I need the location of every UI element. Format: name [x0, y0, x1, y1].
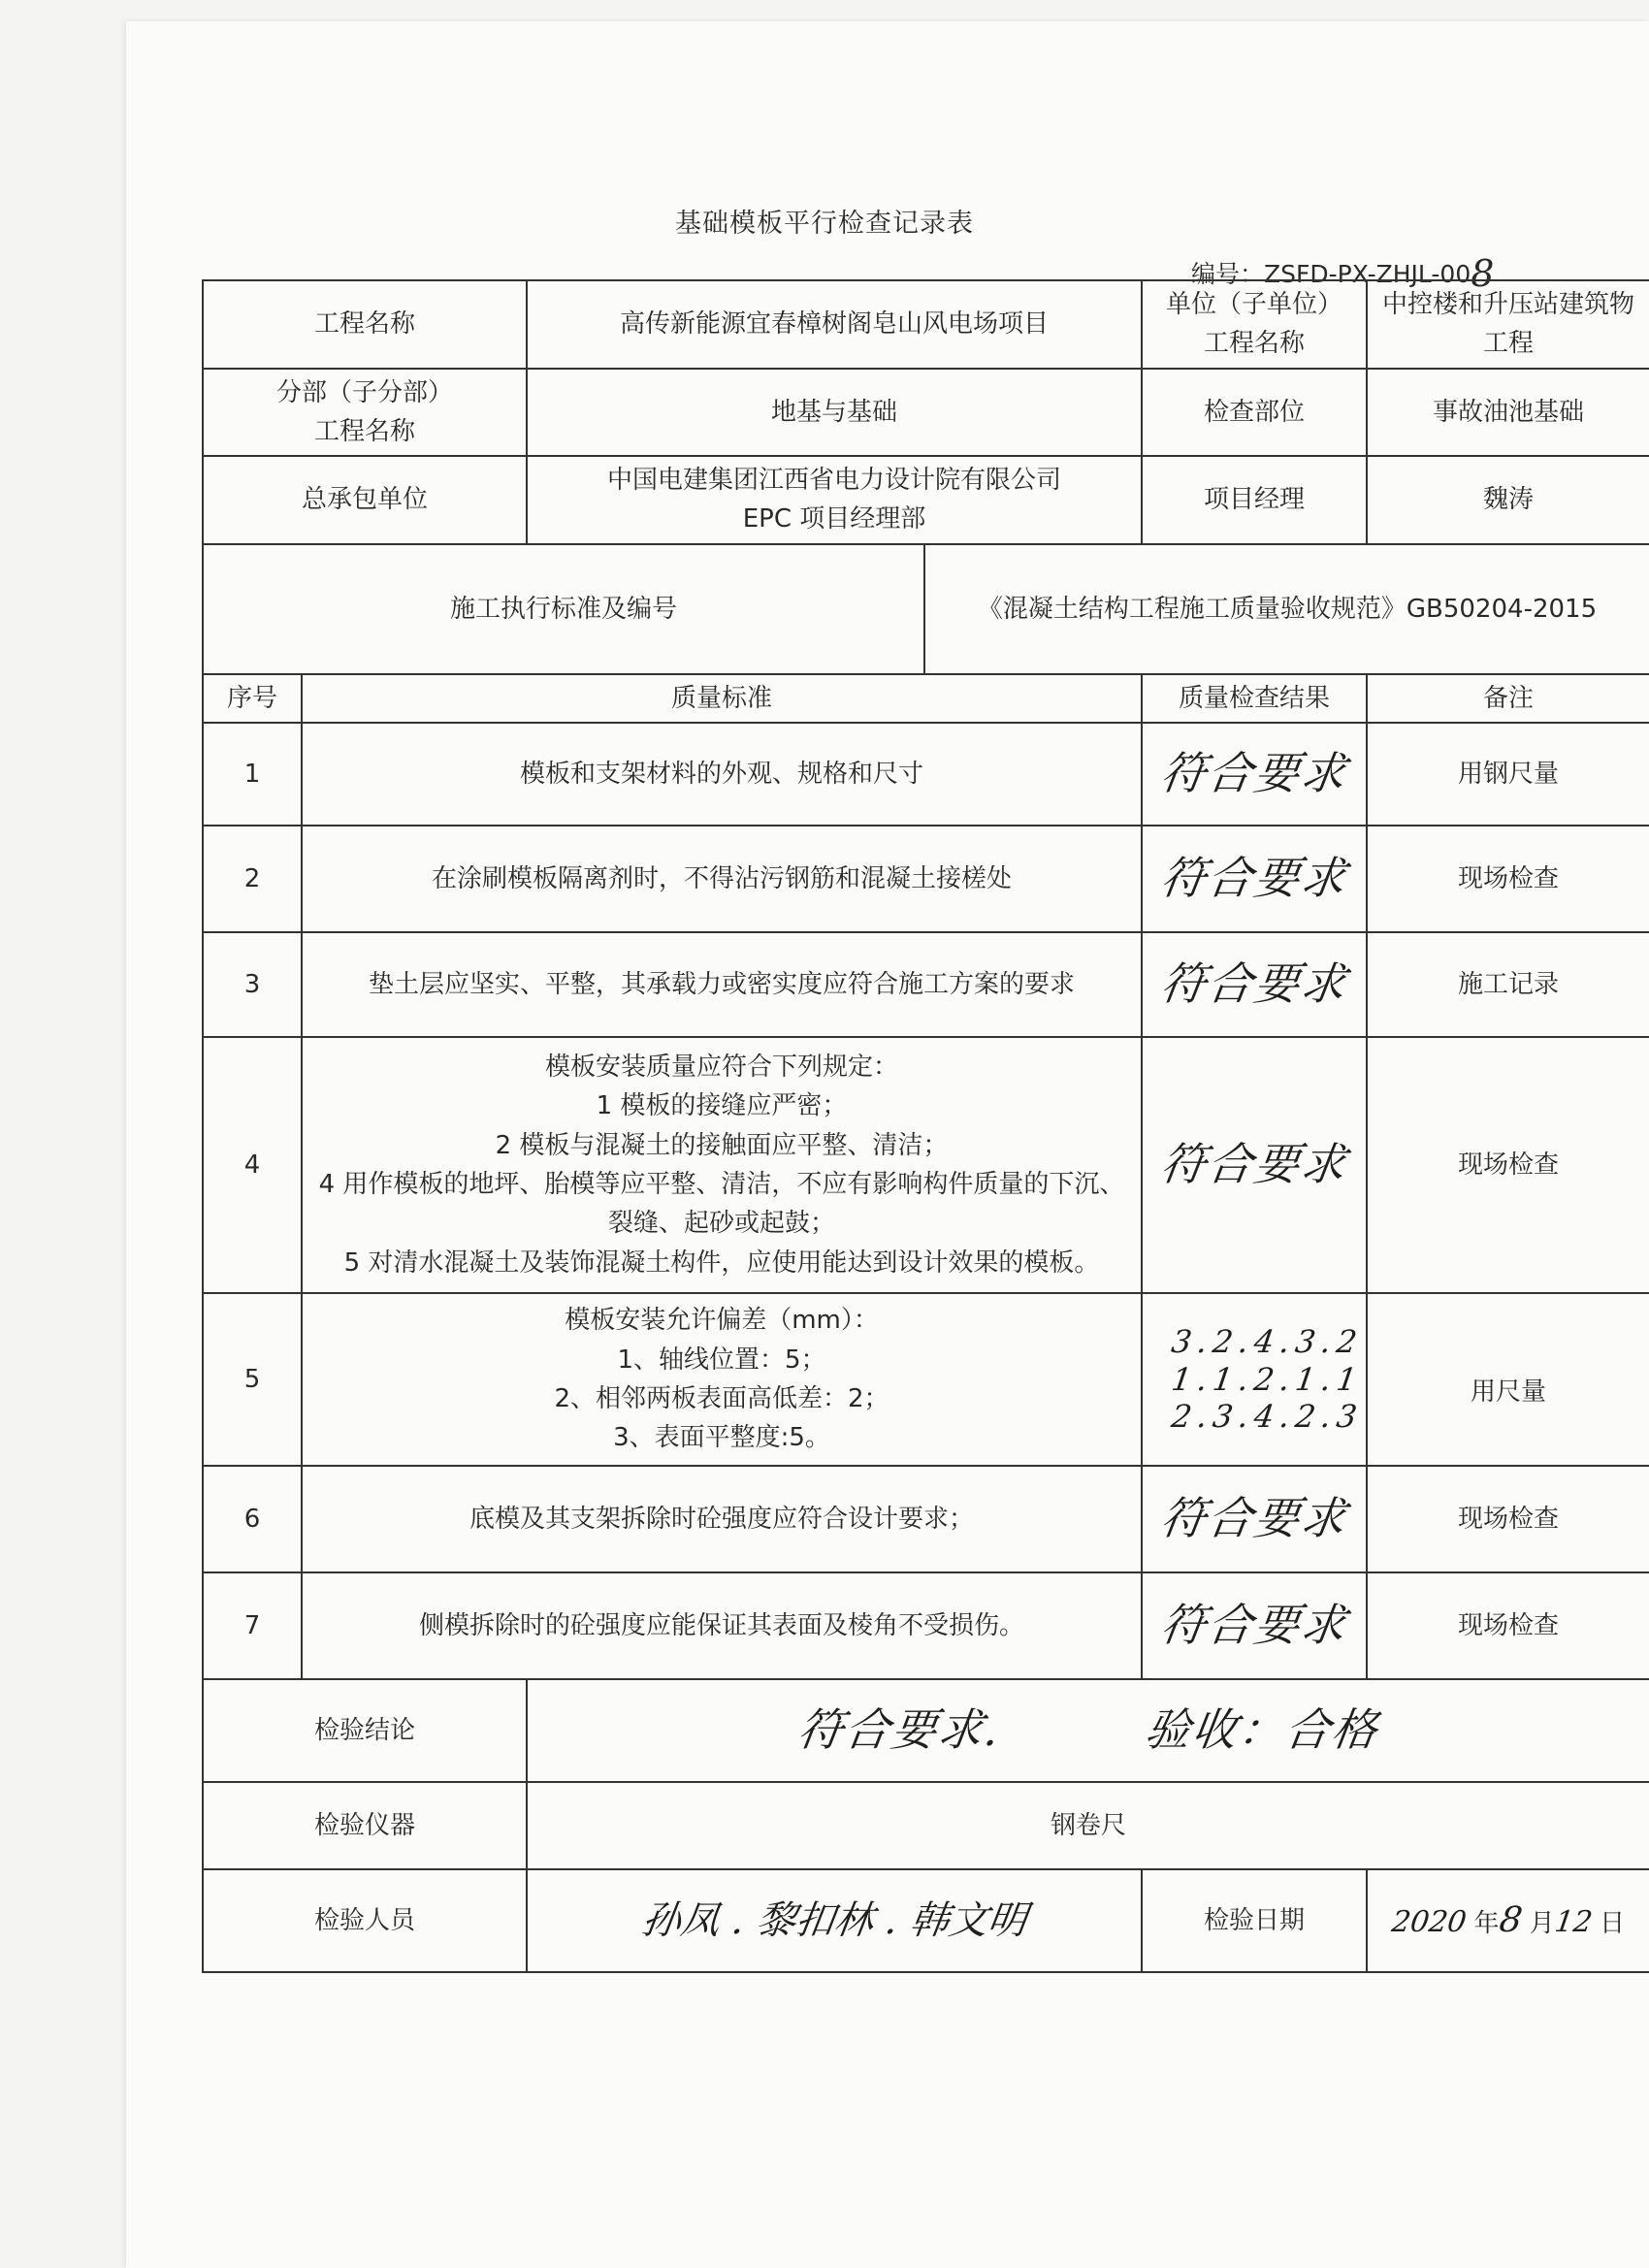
col-header-standard: 质量标准 [302, 674, 1142, 723]
item-no: 1 [203, 723, 302, 826]
date-label: 检验日期 [1142, 1869, 1367, 1972]
instrument-label: 检验仪器 [203, 1782, 527, 1869]
col-header-result: 质量检查结果 [1142, 674, 1367, 723]
table-row [203, 1572, 1649, 1679]
standard-value: 《混凝土结构工程施工质量验收规范》GB50204-2015 [924, 544, 1649, 674]
conclusion-label: 检验结论 [203, 1679, 527, 1782]
item-remark: 现场检查 [1367, 1466, 1649, 1572]
row-sub-project [203, 369, 1649, 457]
item-no: 4 [203, 1037, 302, 1293]
contractor-value: 中国电建集团江西省电力设计院有限公司 EPC 项目经理部 [527, 456, 1142, 544]
sub-project-label: 分部（子分部） 工程名称 [203, 369, 527, 457]
document-code-handwritten-digit: 8 [1471, 252, 1495, 295]
item-result-handwritten: 符合要求 [1142, 932, 1367, 1037]
instrument-value: 钢卷尺 [527, 1782, 1649, 1869]
item-remark: 现场检查 [1367, 826, 1649, 932]
item-result-handwritten: 符合要求 [1142, 1572, 1367, 1679]
col-header-remark: 备注 [1367, 674, 1649, 723]
item-remark: 施工记录 [1367, 932, 1649, 1037]
document-title: 基础模板平行检查记录表 [675, 209, 974, 239]
table-row [203, 1466, 1649, 1572]
conclusion-handwritten: 符合要求. 验收：合格 [527, 1679, 1649, 1782]
row-inspectors [203, 1869, 1649, 1972]
row-instrument [203, 1782, 1649, 1869]
inspection-form-table [202, 279, 1649, 1973]
row-column-headers [203, 674, 1649, 723]
item-remark: 用钢尺量 [1367, 723, 1649, 826]
item-standard-list: 模板安装质量应符合下列规定： 1 模板的接缝应严密； 2 模板与混凝土的接触面应平整、清洁； 4 用作模板的地坪、胎模等应平整、清洁，不应有影响构件质量的下沉、 裂缝、起砂或起鼓； 5 对清水混凝土及装饰混凝土构件，应使用能达到设计效果的模板。 [302, 1037, 1142, 1293]
standard-label: 施工执行标准及编号 [203, 544, 924, 674]
item-standard: 底模及其支架拆除时砼强度应符合设计要求； [302, 1466, 1142, 1572]
row-contractor [203, 456, 1649, 544]
manager-value: 魏涛 [1367, 456, 1649, 544]
item-no: 6 [203, 1466, 302, 1572]
inspector-label: 检验人员 [203, 1869, 527, 1972]
item-measurements-handwritten: 3.2.4.3.2 1.1.2.1.1 2.3.4.2.3 [1142, 1293, 1367, 1466]
manager-label: 项目经理 [1142, 456, 1367, 544]
item-standard-list: 模板安装允许偏差（mm）： 1、轴线位置：5； 2、相邻两板表面高低差：2； 3、表面平整度:5。 [302, 1293, 1142, 1466]
date-value: 2020 年8 月12 日 [1367, 1869, 1649, 1972]
project-name-value: 高传新能源宜春樟树阁皂山风电场项目 [527, 280, 1142, 369]
col-header-no: 序号 [203, 674, 302, 723]
item-result-handwritten: 符合要求 [1142, 1037, 1367, 1293]
table-row [203, 826, 1649, 932]
document-code-label: 编号：ZSFD-PX-ZHJL-00 [1191, 260, 1471, 288]
item-no: 2 [203, 826, 302, 932]
item-no: 7 [203, 1572, 302, 1679]
item-standard: 在涂刷模板隔离剂时，不得沾污钢筋和混凝土接槎处 [302, 826, 1142, 932]
sub-project-value: 地基与基础 [527, 369, 1142, 457]
item-standard: 侧模拆除时的砼强度应能保证其表面及棱角不受损伤。 [302, 1572, 1142, 1679]
table-row [203, 723, 1649, 826]
row-conclusion [203, 1679, 1649, 1782]
item-standard: 模板和支架材料的外观、规格和尺寸 [302, 723, 1142, 826]
check-part-value: 事故油池基础 [1367, 369, 1649, 457]
item-standard: 垫土层应坚实、平整，其承载力或密实度应符合施工方案的要求 [302, 932, 1142, 1037]
item-remark: 现场检查 [1367, 1037, 1649, 1293]
row-standard [203, 544, 1649, 674]
project-name-label: 工程名称 [203, 280, 527, 369]
table-row [203, 932, 1649, 1037]
inspector-signatures: 孙凤 . 黎扣林 . 韩文明 [527, 1869, 1142, 1972]
item-result-handwritten: 符合要求 [1142, 723, 1367, 826]
unit-label: 单位（子单位） 工程名称 [1142, 280, 1367, 369]
check-part-label: 检查部位 [1142, 369, 1367, 457]
item-remark: 用尺量 [1367, 1293, 1649, 1466]
row-project-name [203, 280, 1649, 369]
item-no: 5 [203, 1293, 302, 1466]
item-result-handwritten: 符合要求 [1142, 1466, 1367, 1572]
unit-value: 中控楼和升压站建筑物工程 [1367, 280, 1649, 369]
item-result-handwritten: 符合要求 [1142, 826, 1367, 932]
contractor-label: 总承包单位 [203, 456, 527, 544]
item-no: 3 [203, 932, 302, 1037]
table-row [203, 1037, 1649, 1293]
table-row [203, 1293, 1649, 1466]
item-remark: 现场检查 [1367, 1572, 1649, 1679]
